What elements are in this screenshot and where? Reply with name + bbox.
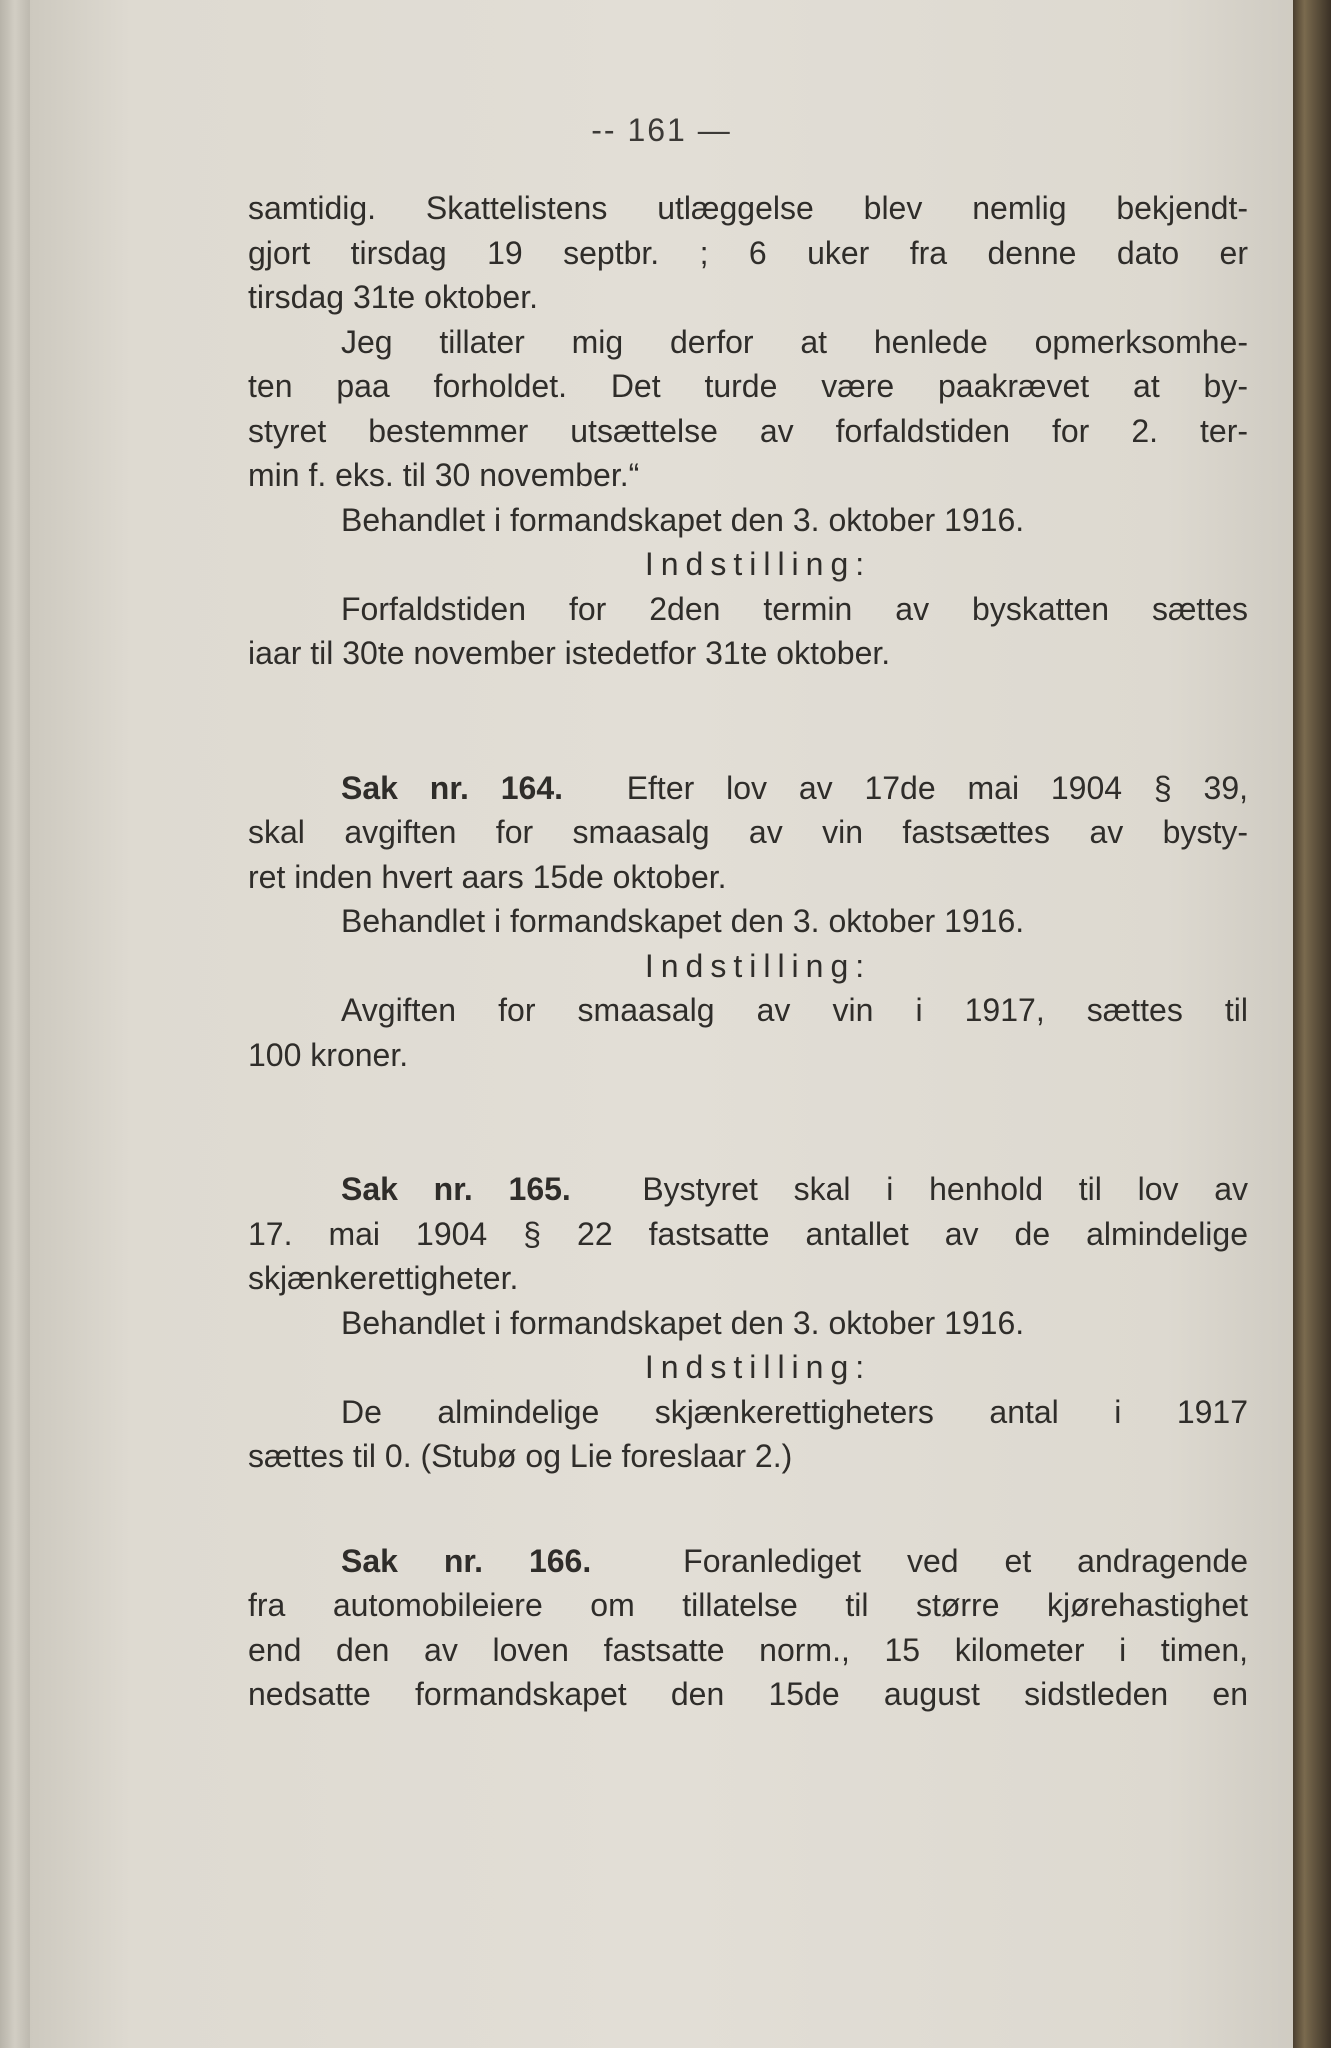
text-line: end den av loven fastsatte norm., 15 kilometer i timen, (248, 1631, 1248, 1668)
text-line: Jeg tillater mig derfor at henlede opmerksomhe- (341, 323, 1248, 360)
sak-label: Sak nr. 164. (341, 769, 564, 806)
text-fragment: Foranlediget ved et andragende (683, 1542, 1249, 1579)
sak-label: Sak nr. 165. (341, 1171, 571, 1207)
text-line: gjort tirsdag 19 septbr. ; 6 uker fra denne dato er (248, 234, 1248, 271)
book-binding-edge (1293, 0, 1331, 2048)
indstilling-heading: Indstilling: (644, 546, 872, 582)
text-line: skjænkerettigheter. (248, 1260, 519, 1296)
text-line: min f. eks. til 30 november.“ (248, 457, 640, 493)
text-line: fra automobileiere om tillatelse til større kjørehastighet (248, 1587, 1248, 1623)
text-line: Forfaldstiden for 2den termin av byskatten sættes (341, 590, 1248, 627)
indstilling-heading: Indstilling: (644, 947, 872, 984)
text-line: 17. mai 1904 § 22 fastsatte antallet av de almindelige (248, 1215, 1248, 1252)
text-line: tirsdag 31te oktober. (248, 279, 538, 315)
text-fragment: Efter lov av 17de mai 1904 § 39, (626, 769, 1249, 806)
sak-first-line (248, 766, 1248, 811)
left-page-edge (0, 0, 30, 2048)
text-line: iaar til 30te november istedetfor 31te oktober. (248, 635, 891, 671)
text-line: Avgiften for smaasalg av vin i 1917, sættes til (341, 992, 1248, 1028)
text-line: Behandlet i formandskapet den 3. oktober 1916. (341, 903, 1025, 939)
page-text (248, 186, 1248, 1717)
sak-label: Sak nr. 166. (341, 1542, 592, 1579)
text-fragment: Bystyret skal i henhold til lov av (642, 1171, 1249, 1207)
page (30, 0, 1293, 2048)
sak-first-line (248, 1167, 1248, 1212)
text-line: Behandlet i formandskapet den 3. oktober 1916. (341, 501, 1025, 538)
text-line: nedsatte formandskapet den 15de august sidstleden en (248, 1676, 1248, 1712)
text-line: ret inden hvert aars 15de oktober. (248, 858, 727, 895)
text-line: 100 kroner. (248, 1036, 409, 1073)
text-line: samtidig. Skattelistens utlæggelse blev nemlig bekjendt- (248, 190, 1248, 226)
text-line: skal avgiften for smaasalg av vin fastsættes av bysty- (248, 814, 1248, 850)
indstilling-heading: Indstilling: (644, 1349, 872, 1385)
page-number: -- 161 — (591, 112, 732, 148)
text-line: Behandlet i formandskapet den 3. oktober 1916. (341, 1304, 1025, 1341)
sak-first-line (248, 1539, 1248, 1584)
text-line: ten paa forholdet. Det turde være paakrævet at by- (248, 368, 1248, 404)
text-line: De almindelige skjænkerettigheters antal i 1917 (341, 1393, 1248, 1430)
text-line: styret bestemmer utsættelse av forfaldstiden for 2. ter- (248, 412, 1248, 449)
text-line: sættes til 0. (Stubø og Lie foreslaar 2.) (248, 1438, 793, 1474)
